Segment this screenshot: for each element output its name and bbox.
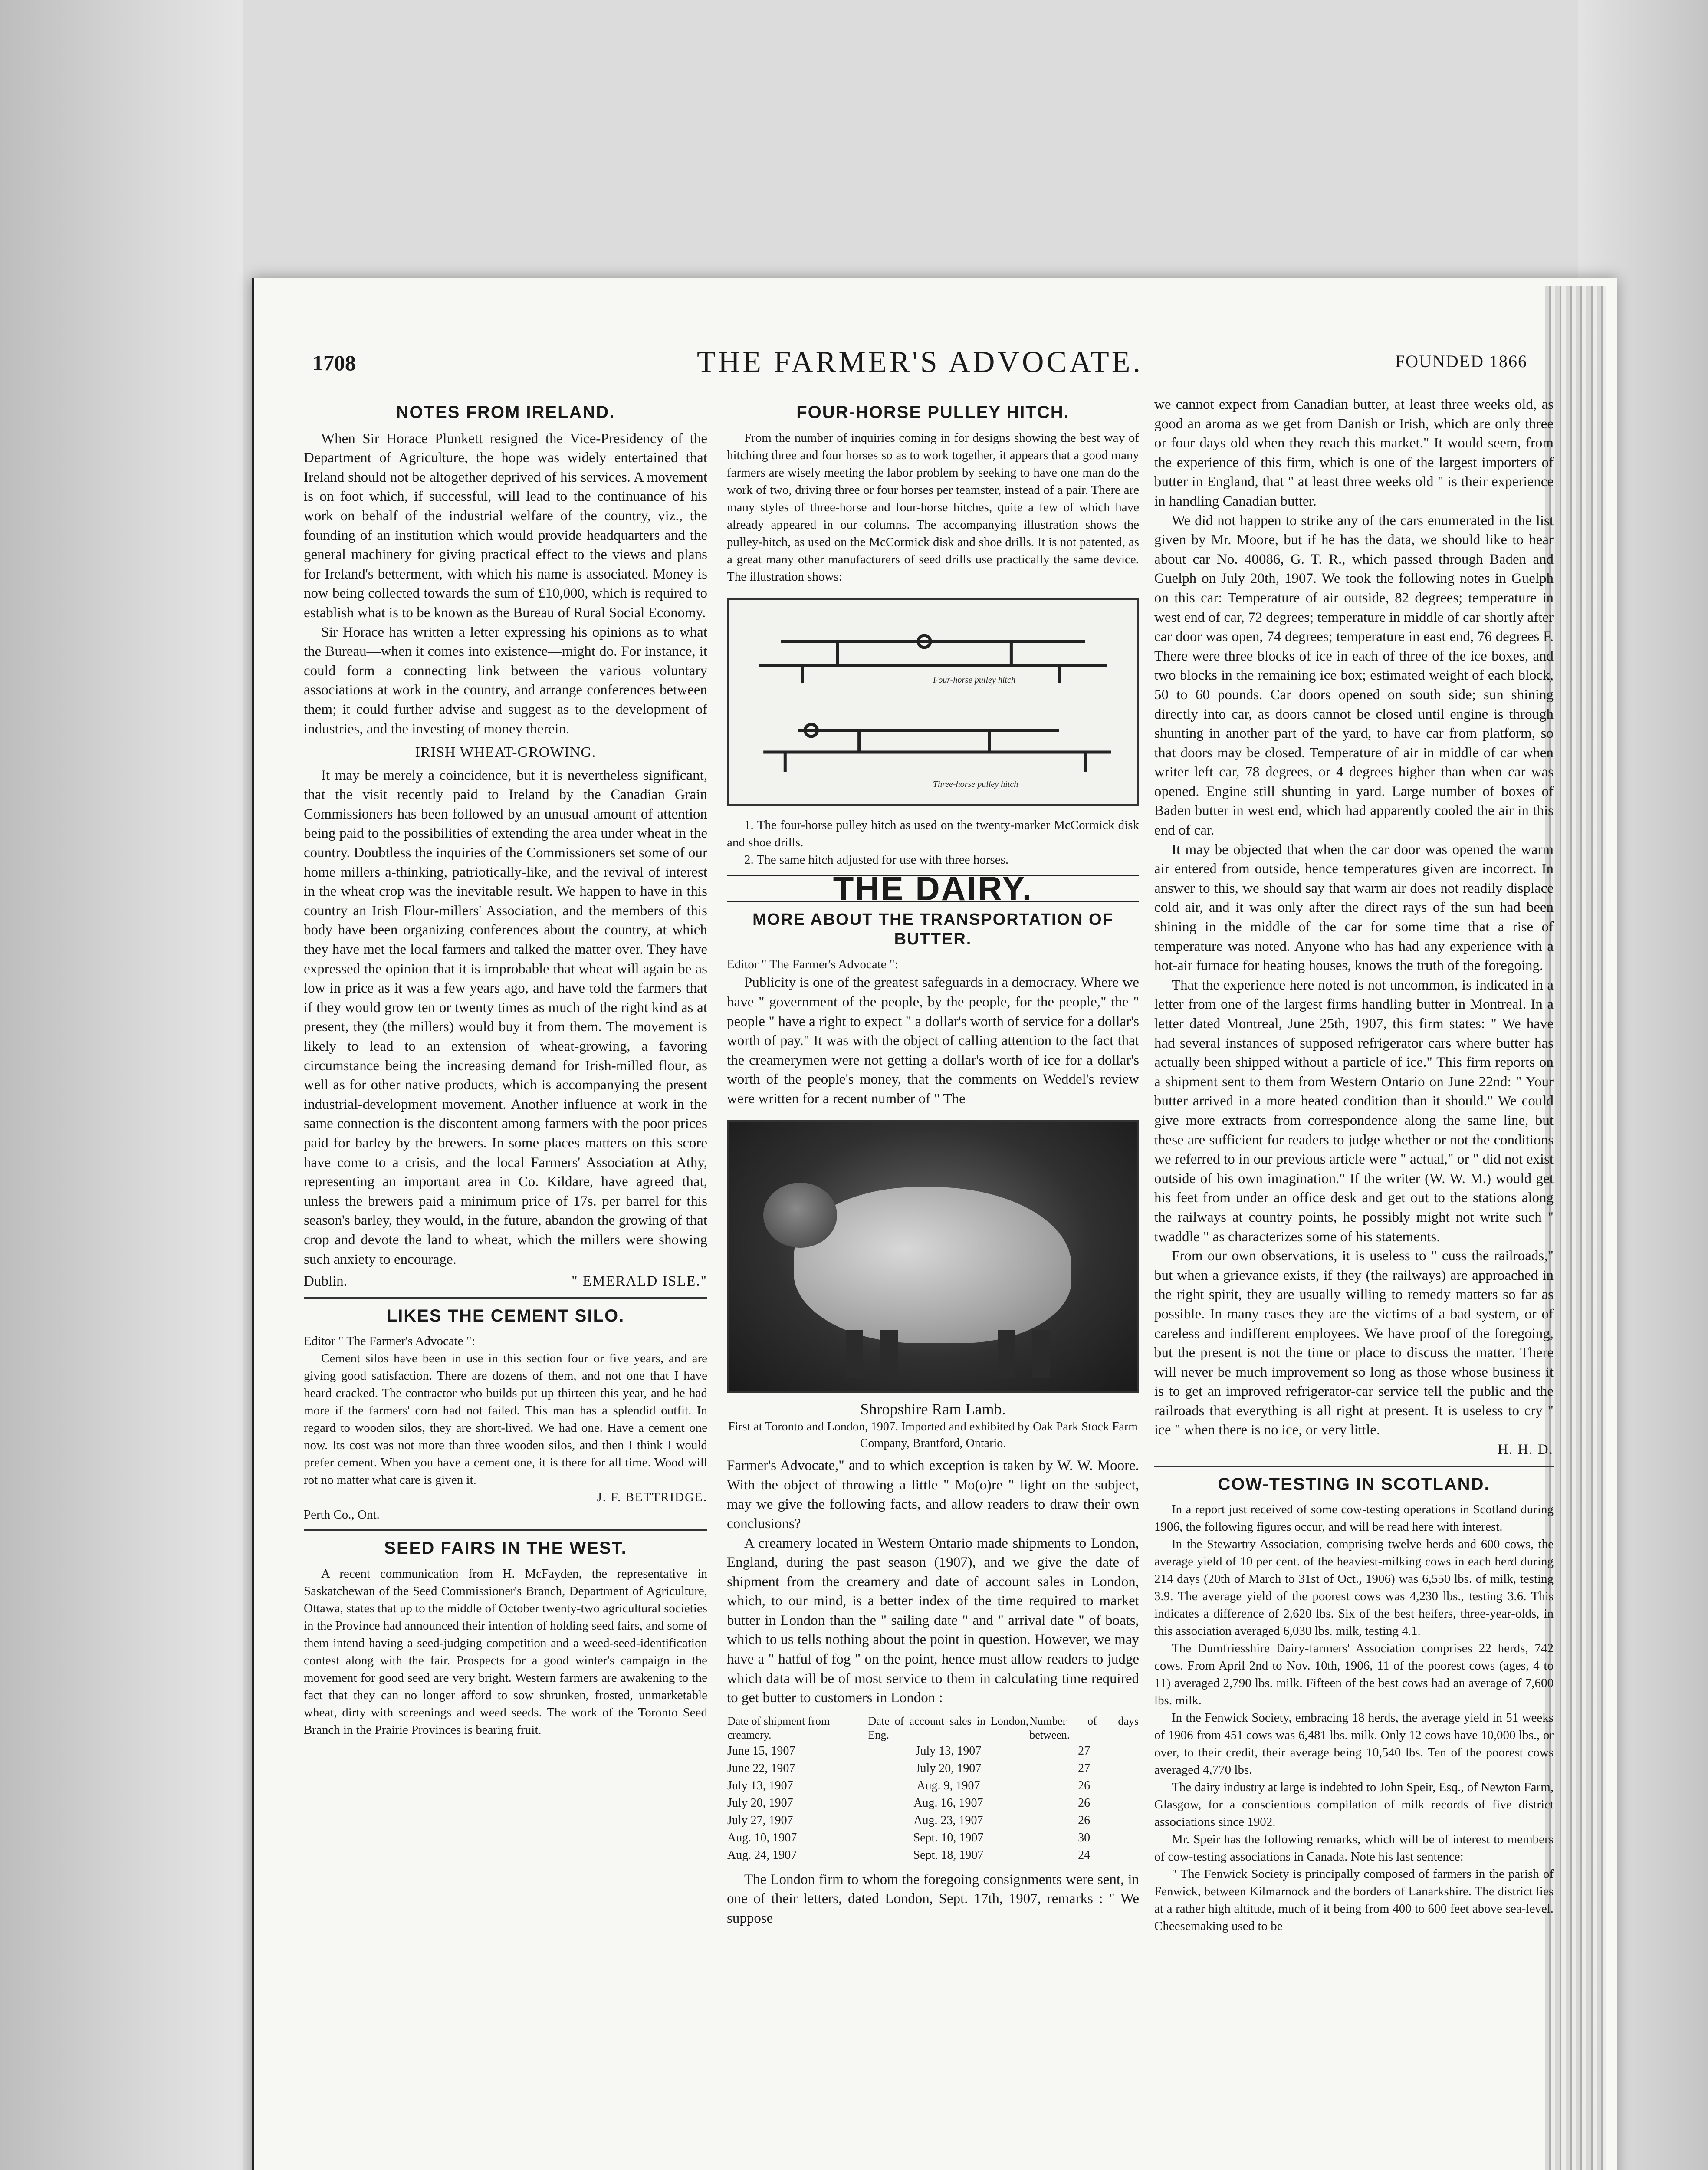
sheep-leg (846, 1330, 863, 1378)
paragraph: The Dumfriesshire Dairy-farmers' Association comprises 22 herds, 742 cows. From April 2nd to Nov. 10th, 1906, 11 of the poorest cows (ages, 4 to 11) averaged 2,790 lbs. milk. Fifteen of the best cows had an average of 7,600 lbs. milk. (1154, 1641, 1554, 1708)
divider (1154, 1466, 1554, 1467)
table-cell: Aug. 16, 1907 (913, 1796, 983, 1810)
scan-left-margin (0, 0, 243, 2170)
article-title-hitch: FOUR-HORSE PULLEY HITCH. (796, 403, 1070, 422)
paragraph: In the Stewartry Association, comprising twelve herds and 600 cows, the average yield of 10 per cent. of the heaviest-milking cows in each herd during 214 days (20th of March to 31st of Oct., 1906) was 6,550 lbs. of milk, testing 3.9. The average yield of the poorest cows was 4,230 lbs., testing 3.6. This indicates a difference of 2,620 lbs. Six of the best heifers, three-year-olds, in this association averaged 6,030 lbs. milk, testing 4.1. (1154, 1537, 1554, 1638)
byline-row (304, 1272, 707, 1291)
table-cell: Aug. 24, 1907 (727, 1848, 797, 1862)
column-1 (304, 395, 707, 1739)
shipment-table (727, 1714, 1139, 1864)
paragraph: The dairy industry at large is indebted to John Speir, Esq., of Newton Farm, Glasgow, for a conscientious compilation of milk records of five district associations since 1902. (1154, 1780, 1554, 1829)
paragraph: " The Fenwick Society is principally composed of farmers in the parish of Fenwick, between Kilmarnock and the borders of Lanarkshire. The district lies at a rather high altitude, much of it being from 400 to 600 feet above sea-level. Cheesemaking used to be (1154, 1867, 1554, 1933)
column-header: Number of days between. (1029, 1714, 1139, 1741)
table-cell: 26 (1078, 1779, 1090, 1792)
hitch-illustration (727, 598, 1139, 806)
photo-subcaption: First at Toronto and London, 1907. Imported and exhibited by Oak Park Stock Farm Company, Brantford, Ontario. (728, 1420, 1138, 1450)
table-cell: Aug. 10, 1907 (727, 1831, 797, 1844)
paragraph: In a report just received of some cow-testing operations in Scotland during 1906, the following figures occur, and will be read here with interest. (1154, 1503, 1554, 1534)
column-header: Date of shipment from creamery. (727, 1714, 830, 1741)
table-row (727, 1760, 1139, 1777)
paragraph: Sir Horace has written a letter expressing his opinions as to what the Bureau—when it comes into existence—might do. For instance, it could form a connecting link between the various voluntary associations at work in the country, and arrange conferences between them; it could further advise and suggest as to the development of industries, and the investing of money therein. (304, 624, 707, 737)
column-2 (727, 395, 1139, 1928)
table-cell: 30 (1078, 1831, 1090, 1844)
page-header (312, 345, 1527, 384)
table-row (727, 1847, 1139, 1864)
table-cell: Sept. 10, 1907 (913, 1831, 984, 1844)
sheep-leg (880, 1330, 898, 1378)
table-row (727, 1777, 1139, 1795)
signature: " EMERALD ISLE." (572, 1273, 707, 1289)
table-cell: 26 (1078, 1813, 1090, 1827)
table-cell: July 13, 1907 (727, 1779, 793, 1792)
paragraph: we cannot expect from Canadian butter, at least three weeks old, as good an aroma as we get from Danish or Irish, which are only three or four days old when they reach this market." It would seem, from the experience of this firm, which is one of the largest importers of butter in England, that " at least three weeks old " is their experience in handling Canadian butter. (1154, 397, 1554, 509)
article-title-cow-testing: COW-TESTING IN SCOTLAND. (1218, 1474, 1490, 1494)
article-title-ireland: NOTES FROM IRELAND. (396, 403, 615, 422)
table-cell: July 20, 1907 (727, 1796, 793, 1810)
column-3 (1154, 395, 1554, 1935)
masthead: THE FARMER'S ADVOCATE. (696, 345, 1143, 379)
sheep-leg (1032, 1330, 1050, 1378)
figure-note: 1. The four-horse pulley hitch as used on the twenty-marker McCormick disk and shoe drills. (727, 818, 1139, 849)
table-row (727, 1829, 1139, 1847)
column-header: Date of account sales in London, Eng. (868, 1714, 1029, 1741)
figure-label: Four-horse pulley hitch (933, 675, 1015, 685)
table-header-row (727, 1714, 1139, 1743)
paragraph: Cement silos have been in use in this section four or five years, and are giving good satisfaction. There are dozens of them, and not one that I have heard cracked. The contractor who builds put up thirteen this year, and he had more if the farmers' corn had not failed. This man has a splendid outfit. In regard to wooden silos, they are short-lived. We had one. Have a cement one now. Its cost was not more than three wooden silos, and then I think I would prefer cement. When you have a cement one, it is there for all time. Wood will rot no matter what care is given it. (304, 1351, 707, 1487)
divider (304, 1529, 707, 1531)
paragraph: From the number of inquiries coming in for designs showing the best way of hitching three and four horses so as to work together, it appears that a good many farmers are wisely meeting the labor problem by seeking to have one man do the work of two, driving three or four horses per teamster, instead of a pair. There are many styles of three-horse and four-horse hitches, quite a few of which have already appeared in our columns. The accompanying illustration shows the pulley-hitch, as used on the McCormick disk and shoe drills. It is not patented, as a great many other manufacturers of seed drills use practically the same device. The illustration shows: (727, 431, 1139, 584)
table-cell: July 27, 1907 (727, 1813, 793, 1827)
table-row (727, 1795, 1139, 1812)
figure-label: Three-horse pulley hitch (933, 779, 1018, 789)
sheep-head (763, 1183, 837, 1248)
table-cell: Aug. 23, 1907 (913, 1813, 983, 1827)
table-cell: July 20, 1907 (915, 1761, 982, 1775)
table-cell: 27 (1078, 1744, 1090, 1758)
article-title-seed: SEED FAIRS IN THE WEST. (384, 1539, 627, 1558)
photo-caption: Shropshire Ram Lamb. (860, 1400, 1006, 1418)
table-row (727, 1812, 1139, 1829)
paragraph: A creamery located in Western Ontario made shipments to London, England, during the past season (1907), and we give the date of shipment from the creamery and date of account sales in London, which, to our mind, is a better index of the time required to market butter in London than the " sailing date " and " arrival date " of boats, which to us tells nothing about the point in question. However, we may have a " hatful of fog " on the point, hence must allow readers to judge which data will be of most service to them in calculating time required to get butter to customers in London : (727, 1535, 1139, 1706)
founded-note: FOUNDED 1866 (1395, 352, 1527, 371)
signature: H. H. D. (1498, 1442, 1554, 1458)
divider (304, 1297, 707, 1299)
table-row (727, 1743, 1139, 1760)
paragraph: We did not happen to strike any of the cars enumerated in the list given by Mr. Moore, but if he has the data, we should like to hear about car No. 40086, G. T. R., which passed through Baden and Guelph on July 20th, 1907. We took the following notes in Guelph on this car: Temperature of air outside, 82 degrees; temperature in west end of car, 72 degrees; temperature in middle of car shortly after car door was open, 74 degrees; temperature in east end, 76 degrees F. There were three blocks of ice in each of three of the ice boxes, and two blocks in the remaining ice box; estimated weight of each block, 50 to 60 pounds. Car doors opened on south side; sun shining directly into car, as doors cannot be closed until engine is through shunting in another part of the yard, to have car from platform, so that doors may be closed. Temperature of air in middle of car when writer left car, 78 degrees, or 4 degrees higher than when car was opened. Engine still shunting in yard. Large number of boxes of Baden butter in west end, which had apparently cooled the air in this end of car. (1154, 513, 1554, 838)
table-cell: Aug. 9, 1907 (916, 1779, 980, 1792)
paragraph: When Sir Horace Plunkett resigned the Vice-Presidency of the Department of Agriculture, the hope was widely entertained that Ireland should not be altogether deprived of his services. A movement is on foot which, if successful, will lead to the continuance of his work on behalf of the industrial welfare of the country, viz., the founding of an institution which would provide headquarters and the general machinery for giving practical effect to the views and plans for Ireland's betterment, with which his name is associated. Money is now being collected towards the sum of £10,000, which is required to establish what is to be known as the Bureau of Rural Social Economy. (304, 431, 707, 621)
signature: J. F. BETTRIDGE. (597, 1490, 707, 1505)
table-cell: 26 (1078, 1796, 1090, 1810)
paragraph: It may be objected that when the car door was opened the warm air entered from outside, hence temperatures given are incorrect. In answer to this, we should say that warm air does not readily displace cold air, and it was only after the direct rays of the sun had been shining in the middle of the car for some time that a rise of temperature was noted. Anyone who has had any experience with a hot-air furnace for heating houses, knows the truth of the foregoing. (1154, 842, 1554, 974)
table-cell: 27 (1078, 1761, 1090, 1775)
subheading-wheat: IRISH WHEAT-GROWING. (415, 744, 596, 761)
section-banner-dairy: THE DAIRY. (727, 875, 1139, 903)
paragraph: That the experience here noted is not uncommon, is indicated in a letter from one of the largest firms handling butter in Montreal. In a letter dated Montreal, June 25th, 1907, this firm states: " We have had several instances of supposed refrigerator cars where butter has actually been shipped without a particle of ice." This firm reports on a shipment sent to them from Western Ontario on June 22nd: " Your butter arrived in a more heated condition than it should." We could give more extracts from correspondence along the same line, but these are sufficient for readers to judge whether or not the conditions we referred to in our previous article were " actual," or " did not exist outside of his own imagination." If the writer (W. W. M.) would get his feet from under an office desk and get out to the stations along the railways at country points, he possibly might not write such " twaddle " as characterizes some of his statements. (1154, 977, 1554, 1245)
paragraph: It may be merely a coincidence, but it is nevertheless significant, that the visit recently paid to Ireland by the Canadian Grain Commissioners has been followed by an unusual amount of attention being paid to the possibilities of extending the area under wheat in the country. Doubtless the inquiries of the Commissioners set some of our home millers a-thinking, patriotically-like, and the revival of interest in the wheat crop was the inevitable result. We happen to have in this country an Irish Flour-millers' Association, and the members of this body have been organizing conferences about the country, at which they have met the local farmers and talked the matter over. They have expressed the opinion that it is improbable that wheat will again be as low in price as it was a few years ago, and have told the farmers that if they would grow ten or twenty times as much of the right kind as at present, they (the millers) would buy it from them. The movement is likely to lead to an extension of wheat-growing, a favoring circumstance being the increasing demand for Irish-milled flour, as well as for other native products, which is accompanying the present industrial-development movement. Another influence at work in the same connection is the discontent among farmers with the poor prices paid for barley by the brewers. In some places matters on this score have come to a crisis, and the local Farmers' Association at Athy, representing an important area in Co. Kildare, have agreed that, unless the brewers paid a minimum price of 17s. per barrel for this season's barley, they would, in the future, abandon the growing of that crop and devote the land to wheat, which the millers were showing such anxiety to encourage. (304, 767, 707, 1267)
table-cell: Sept. 18, 1907 (913, 1848, 984, 1862)
figure-note: 2. The same hitch adjusted for use with three horses. (744, 852, 1009, 867)
editor-line: Editor " The Farmer's Advocate ": (304, 1334, 475, 1348)
hitch-diagram (729, 600, 1137, 804)
paragraph: Publicity is one of the greatest safeguards in a democracy. Where we have " government of the people, by the people, for the people," the " people " have a right to expect " a dollar's worth of service for a dollar's worth of pay." It was with the object of calling attention to the fact that the creamerymen were not getting a dollar's worth of ice for a dollar's worth of the people's money, that the comments on Weddel's review were written for a recent number of " The (727, 975, 1139, 1107)
table-cell: June 22, 1907 (727, 1761, 795, 1775)
article-title-butter: MORE ABOUT THE TRANSPORTATION OF BUTTER. (752, 911, 1113, 948)
paragraph: From our own observations, it is useless to " cuss the railroads," but when a grievance exists, if they (the railways) are approached in the right spirit, they are usually willing to remedy matters so far as possible. In many cases they are the victims of a bad system, or of careless and indifferent employees. We have proof of the foregoing, but the present is not the time or place to discuss the matter. There will never be much improvement so long as those whose business it is to get an improved refrigerator-car service tell the public and the railroads that everything is all right at present. It is useless to cry " ice " when there is no ice, or very little. (1154, 1248, 1554, 1438)
article-title-silo: LIKES THE CEMENT SILO. (386, 1306, 625, 1325)
paragraph: In the Fenwick Society, embracing 18 herds, the average yield in 51 weeks of 1906 from 451 cows was 6,481 lbs. milk. Only 12 cows have 10,000 lbs., or over, to their credit, their average being 10,540 lbs. Ten of the poorest cows averaged 4,770 lbs. (1154, 1711, 1554, 1777)
paragraph: The London firm to whom the foregoing consignments were sent, in one of their letters, dated London, Sept. 17th, 1907, remarks : " We suppose (727, 1871, 1139, 1927)
paragraph: A recent communication from H. McFayden, the representative in Saskatchewan of the Seed Commissioner's Branch, Department of Agriculture, Ottawa, states that up to the middle of October twenty-two agricultural societies in the Province had announced their intention of holding seed fairs, and some of them intend having a seed-judging competition and a weed-seed-identification contest along with the fair. Prospects for a good winter's campaign in the movement for good seed are very bright. Western farmers are awakening to the fact that they can no longer afford to sow shrunken, frosted, unmarketable wheat, dirty with screenings and weed seeds. The work of the Toronto Seed Branch in the Prairie Provinces is bearing fruit. (304, 1566, 707, 1737)
paragraph: Mr. Speir has the following remarks, which will be of interest to members of cow-testing associations in Canada. Note his last sentence: (1154, 1832, 1554, 1864)
shropshire-ram-photo (727, 1120, 1139, 1393)
dateline: Dublin. (304, 1273, 347, 1289)
editor-line: Editor " The Farmer's Advocate ": (727, 957, 898, 972)
page-binding (1545, 286, 1606, 2170)
table-cell: June 15, 1907 (727, 1744, 795, 1758)
table-cell: July 13, 1907 (915, 1744, 982, 1758)
place-line: Perth Co., Ont. (304, 1508, 380, 1522)
sheep-leg (998, 1330, 1015, 1378)
page-number: 1708 (312, 351, 356, 375)
table-cell: 24 (1078, 1848, 1090, 1862)
paragraph: Farmer's Advocate," and to which exception is taken by W. W. Moore. With the object of throwing a little " Mo(o)re " light on the subject, may we give the following facts, and allow readers to draw their own conclusions? (727, 1458, 1139, 1532)
